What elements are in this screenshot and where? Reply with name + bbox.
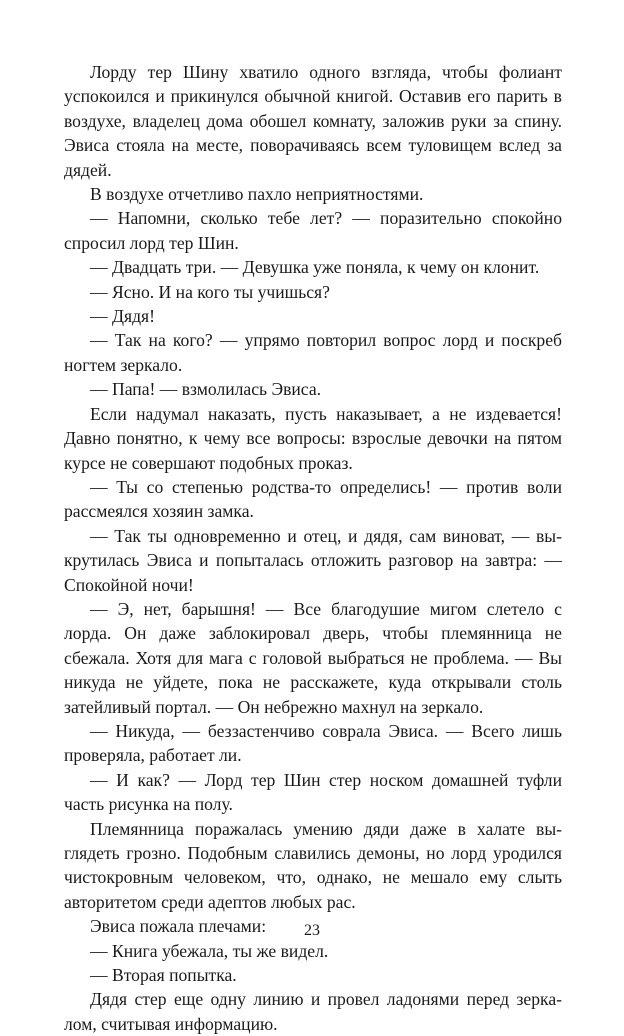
- paragraph-17: — Книга убежала, ты же видел.: [90, 940, 329, 961]
- paragraph-10: — Ты со степенью родства-то определись! — против воли рассмеялся хозяин замка.: [64, 476, 562, 522]
- paragraph-5: — Ясно. И на кого ты учишься?: [90, 281, 330, 302]
- paragraph-7: — Так на кого? — упрямо повторил вопрос лорд и поскреб ногтем зеркало.: [64, 330, 562, 375]
- paragraph-16: Эвиса пожала плечами:: [90, 916, 267, 937]
- page-number: 23: [304, 922, 320, 939]
- paragraph-4: — Двадцать три. — Девушка уже поняла, к чему он клонит.: [90, 257, 540, 278]
- paragraph-12: — Э, нет, барышня! — Все благодушие мигом слетело с лорда. Он даже заблокировал дверь, чтобы племянница не сбежала. Хотя для мага с головой выбраться не проблема. — Вы никуда не уйдете, пока не расскажете, куда открывали столь затейливый портал. — Он небрежно махнул на зеркало.: [64, 598, 562, 717]
- paragraph-8: — Папа! — взмолилась Эвиса.: [90, 379, 322, 400]
- paragraph-3: — Напомни, сколько тебе лет? — поразительно спокойно спросил лорд тер Шин.: [64, 208, 562, 253]
- paragraph-19: Дядя стер еще одну линию и провел ладонями перед зеркалом, считывая информацию.: [64, 989, 562, 1034]
- paragraph-14: — И как? — Лорд тер Шин стер носком домашней туфли часть рисунка на полу.: [64, 769, 562, 815]
- page-body: [64, 60, 562, 1036]
- paragraph-15: Племянница поражалась умению дяди даже в халате выглядеть грозно. Подобным славились демоны, но лорд уродился чистокровным человеком, что, однако, не мешало ему слыть авторитетом среди адептов любых рас.: [64, 818, 562, 912]
- paragraph-2: В воздухе отчетливо пахло неприятностями.: [90, 184, 424, 205]
- paragraph-6: — Дядя!: [90, 306, 155, 327]
- paragraph-18: — Вторая попытка.: [90, 965, 237, 986]
- paragraph-1: Лорду тер Шину хватило одного взгляда, чтобы фолиант успокоился и прикинулся обычной книгой. Оставив его парить в воздухе, владелец дома обошел комнату, заложив руки за спину. Эвиса стояла на месте, поворачиваясь всем туловищем вслед за дядей.: [64, 62, 562, 180]
- paragraph-11: — Так ты одновременно и отец, и дядя, сам виноват, — выкрутилась Эвиса и попыталась отложить разговор на завтра: — Спокойной ночи!: [64, 525, 562, 595]
- paragraph-13: — Никуда, — беззастенчиво соврала Эвиса. — Всего лишь проверяла, работает ли.: [64, 720, 562, 766]
- paragraph-9: Если надумал наказать, пусть наказывает, а не издевается! Давно понятно, к чему все вопросы: взрослые девочки на пятом курсе не совершают подобных проказ.: [64, 403, 562, 473]
